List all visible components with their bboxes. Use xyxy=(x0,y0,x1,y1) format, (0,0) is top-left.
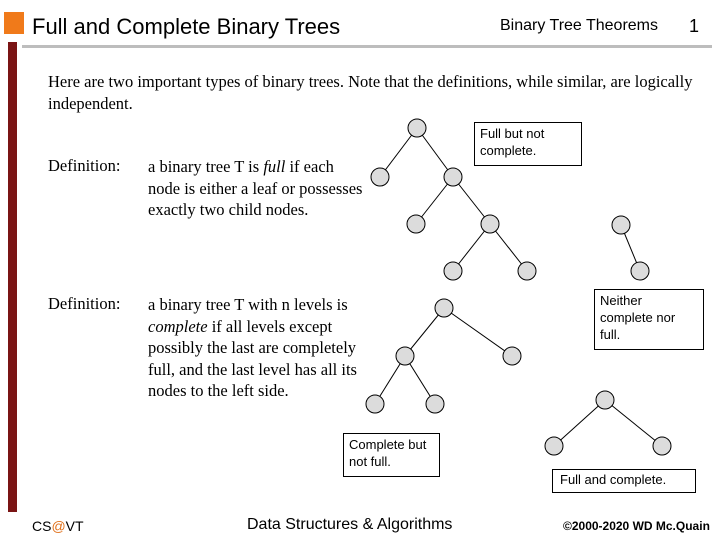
section-title: Binary Tree Theorems xyxy=(500,17,658,34)
page-number: 1 xyxy=(689,16,700,36)
label-full-not-complete: Full but not complete. xyxy=(474,122,582,166)
footer-copyright: ©2000-2020 WD Mc.Quain xyxy=(563,519,710,533)
definition-complete-term: Definition: xyxy=(48,294,121,313)
definition-complete-emphasis: complete xyxy=(148,316,208,336)
definition-full-emphasis: full xyxy=(263,157,286,176)
intro-paragraph: Here are two important types of binary trees. Note that the definitions, while similar, are logically independent. xyxy=(48,72,693,113)
definition-complete-text: a binary tree T with n levels is complete if all levels except possibly the last are completely full, and the last level has all its nodes to the left side. xyxy=(148,295,357,400)
tree-full-and-complete xyxy=(545,391,671,455)
label-complete-not-full: Complete but not full. xyxy=(343,433,440,477)
definition-full-term: Definition: xyxy=(48,156,121,175)
tree-neither xyxy=(612,216,649,280)
footer-at-sign: @ xyxy=(51,518,66,534)
tree-complete-not-full xyxy=(366,299,521,413)
label-full-and-complete: Full and complete. xyxy=(552,469,696,493)
footer-course: CS@VT xyxy=(32,518,84,534)
slide-title: Full and Complete Binary Trees xyxy=(32,14,341,39)
footer-course-title: Data Structures & Algorithms xyxy=(247,516,453,533)
definition-full-text: a binary tree T is full if each node is either a leaf or possesses exactly two child nodes. xyxy=(148,157,363,219)
label-neither: Neither complete nor full. xyxy=(594,289,704,350)
